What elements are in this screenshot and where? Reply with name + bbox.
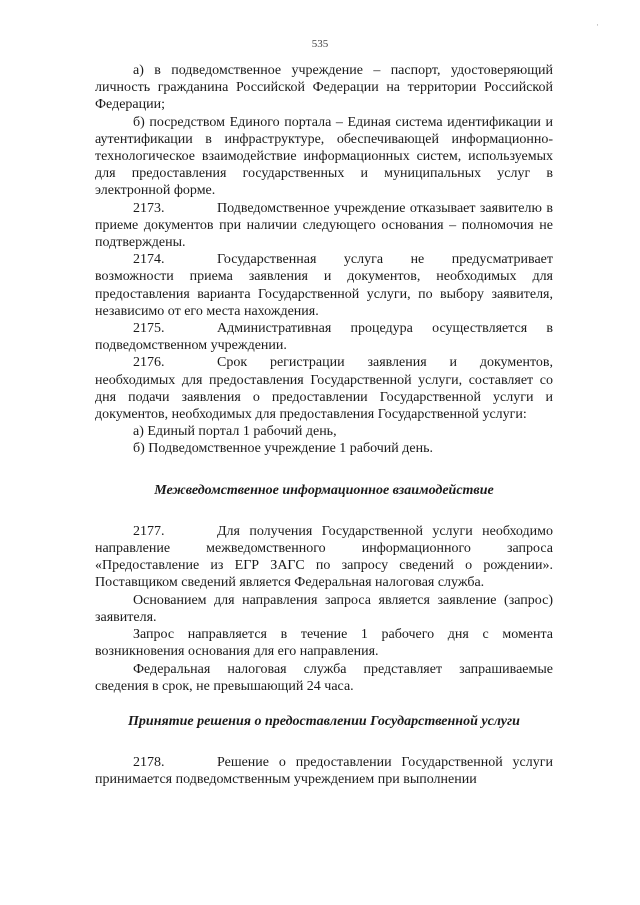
clause-text: Срок регистрации заявления и документов, необходимых для предоставления Государственной услуги, составляет со дня подачи заявления о предоставлении Государственной услуги и документов, необходимых для предоставления Государственной услуги: — [95, 355, 553, 423]
document-body — [95, 62, 553, 789]
clause-2175 — [95, 320, 553, 354]
section-heading-decision: Принятие решения о предоставлении Государственной услуги — [128, 713, 520, 729]
paragraph-request-timing: Запрос направляется в течение 1 рабочего дня с момента возникновения основания для его направления. — [95, 627, 553, 660]
clause-text: Для получения Государственной услуги необходимо направление межведомственного информационного запроса «Предоставление из ЕГР ЗАГС по запросу сведений о рождении». Поставщиком сведений является Федеральная налоговая служба. — [95, 523, 553, 591]
clause-number: 2178. — [133, 755, 165, 771]
clause-number: 2175. — [133, 321, 165, 337]
clause-text: Решение о предоставлении Государственной услуги принимается подведомственным учреждением при выполнении — [95, 755, 553, 788]
page-number: 535 — [311, 38, 329, 50]
clause-number: 2173. — [133, 200, 165, 216]
section-heading-interagency: Межведомственное информационное взаимодействие — [154, 482, 494, 498]
clause-text: Административная процедура осуществляется в подведомственном учреждении. — [95, 321, 553, 354]
clause-2178 — [95, 754, 553, 788]
clause-2176 — [95, 354, 553, 423]
clause-number: 2176. — [133, 355, 165, 371]
clause-number: 2174. — [133, 252, 165, 268]
clause-text: Государственная услуга не предусматривает возможности приема заявления и документов, необходимых для предоставления варианта Государственной услуги, по выбору заявителя, независимо от его места нахождения. — [95, 252, 553, 319]
paragraph-fns-response: Федеральная налоговая служба представляет запрашиваемые сведения в срок, не превышающий 24 часа. — [95, 661, 553, 694]
clause-text: Подведомственное учреждение отказывает заявителю в приеме документов при наличии следующего основания – полномочия не подтверждены. — [95, 200, 553, 251]
paragraph-basis: Основанием для направления запроса является заявление (запрос) заявителя. — [95, 592, 553, 625]
clause-number: 2177. — [133, 523, 165, 539]
list-item-a: а) Единый портал 1 рабочий день, — [133, 424, 337, 440]
clause-2174 — [95, 251, 553, 320]
list-item-b: б) Подведомственное учреждение 1 рабочий день. — [133, 441, 434, 457]
paragraph-a: а) в подведомственное учреждение – паспорт, удостоверяющий личность гражданина Российской Федерации на территории Российской Федерации; — [95, 63, 553, 113]
paragraph-b: б) посредством Единого портала – Единая система идентификации и аутентификации в инфраструктуре, обеспечивающей информационно-технологическое взаимодействие информационных систем, используемых для предоставления государственных и муниципальных услуг в электронной форме. — [95, 114, 553, 199]
clause-2177 — [95, 523, 553, 592]
clause-2173 — [95, 200, 553, 252]
corner-mark: · — [596, 20, 599, 30]
